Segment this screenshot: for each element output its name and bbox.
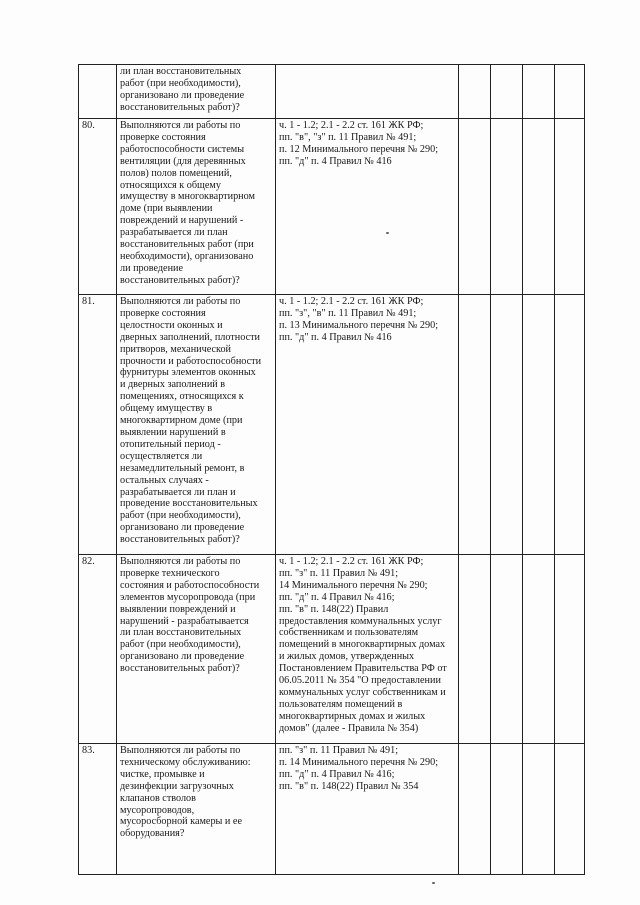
table-row (79, 555, 585, 744)
answer-no-cell (491, 744, 523, 875)
checklist-table (78, 64, 585, 875)
question-cell: ли план восстановительных работ (при необходимости), организовано ли проведение восстановительных работ)? (117, 65, 276, 119)
row-number: 80. (79, 119, 117, 295)
answer-not-applicable-cell (523, 555, 555, 744)
row-number (79, 65, 117, 119)
answer-not-applicable-cell (523, 295, 555, 555)
note-cell (555, 295, 585, 555)
table-row (79, 119, 585, 295)
row-number: 81. (79, 295, 117, 555)
answer-yes-cell (459, 744, 491, 875)
reference-cell (276, 65, 459, 119)
table-row (79, 744, 585, 875)
note-cell (555, 65, 585, 119)
table-row (79, 65, 585, 119)
note-cell (555, 555, 585, 744)
scan-speck (432, 882, 435, 884)
question-cell: Выполняются ли работы по проверке состояния работоспособности системы вентиляции (для деревянных полов) полов помещений, относящихся к общему имуществу в многоквартирном доме (при выявлении повреждений и нарушений - разрабатывается ли план восстановительных работ (при необходимости), организовано ли проведение восстановительных работ)? (117, 119, 276, 295)
note-cell (555, 744, 585, 875)
reference-cell: ч. 1 - 1.2; 2.1 - 2.2 ст. 161 ЖК РФ; пп. "в", "з" п. 11 Правил № 491; п. 12 Минимального перечня № 290; пп. "д" п. 4 Правил № 416 (276, 119, 459, 295)
reference-cell: ч. 1 - 1.2; 2.1 - 2.2 ст. 161 ЖК РФ; пп. "з", "в" п. 11 Правил № 491; п. 13 Минимального перечня № 290; пп. "д" п. 4 Правил № 416 (276, 295, 459, 555)
answer-yes-cell (459, 555, 491, 744)
answer-no-cell (491, 65, 523, 119)
scan-speck (386, 232, 389, 234)
reference-cell: ч. 1 - 1.2; 2.1 - 2.2 ст. 161 ЖК РФ; пп. "з" п. 11 Правил № 491; 14 Минимального перечня № 290; пп. "д" п. 4 Правил № 416; пп. "в" п. 148(22) Правил предоставления коммунальных услуг собственникам и пользователям помещений в многоквартирных домах и жилых домов, утвержденных Постановлением Правительства РФ от 06.05.2011 № 354 "О предоставлении коммунальных услуг собственникам и пользователям помещений в многоквартирных домах и жилых домов" (далее - Правила № 354) (276, 555, 459, 744)
answer-yes-cell (459, 65, 491, 119)
question-cell: Выполняются ли работы по проверке состояния целостности оконных и дверных заполнений, плотности притворов, механической прочности и работоспособности фурнитуры элементов оконных и дверных заполнений в помещениях, относящихся к общему имуществу в многоквартирном доме (при выявлении нарушений в отопительный период - осуществляется ли незамедлительный ремонт, в остальных случаях - разрабатывается ли план и проведение восстановительных работ (при необходимости), организовано ли проведение восстановительных работ)? (117, 295, 276, 555)
question-cell: Выполняются ли работы по проверке технического состояния и работоспособности элементов мусоропровода (при выявлении повреждений и нарушений - разрабатывается ли план восстановительных работ (при необходимости), организовано ли проведение восстановительных работ)? (117, 555, 276, 744)
answer-no-cell (491, 555, 523, 744)
answer-not-applicable-cell (523, 119, 555, 295)
table-row (79, 295, 585, 555)
row-number: 83. (79, 744, 117, 875)
answer-no-cell (491, 295, 523, 555)
answer-no-cell (491, 119, 523, 295)
question-cell: Выполняются ли работы по техническому обслуживанию: чистке, промывке и дезинфекции загрузочных клапанов стволов мусоропроводов, мусоросборной камеры и ее оборудования? (117, 744, 276, 875)
answer-not-applicable-cell (523, 65, 555, 119)
note-cell (555, 119, 585, 295)
answer-yes-cell (459, 119, 491, 295)
reference-cell: пп. "з" п. 11 Правил № 491; п. 14 Минимального перечня № 290; пп. "д" п. 4 Правил № 416; пп. "в" п. 148(22) Правил № 354 (276, 744, 459, 875)
row-number: 82. (79, 555, 117, 744)
answer-yes-cell (459, 295, 491, 555)
answer-not-applicable-cell (523, 744, 555, 875)
